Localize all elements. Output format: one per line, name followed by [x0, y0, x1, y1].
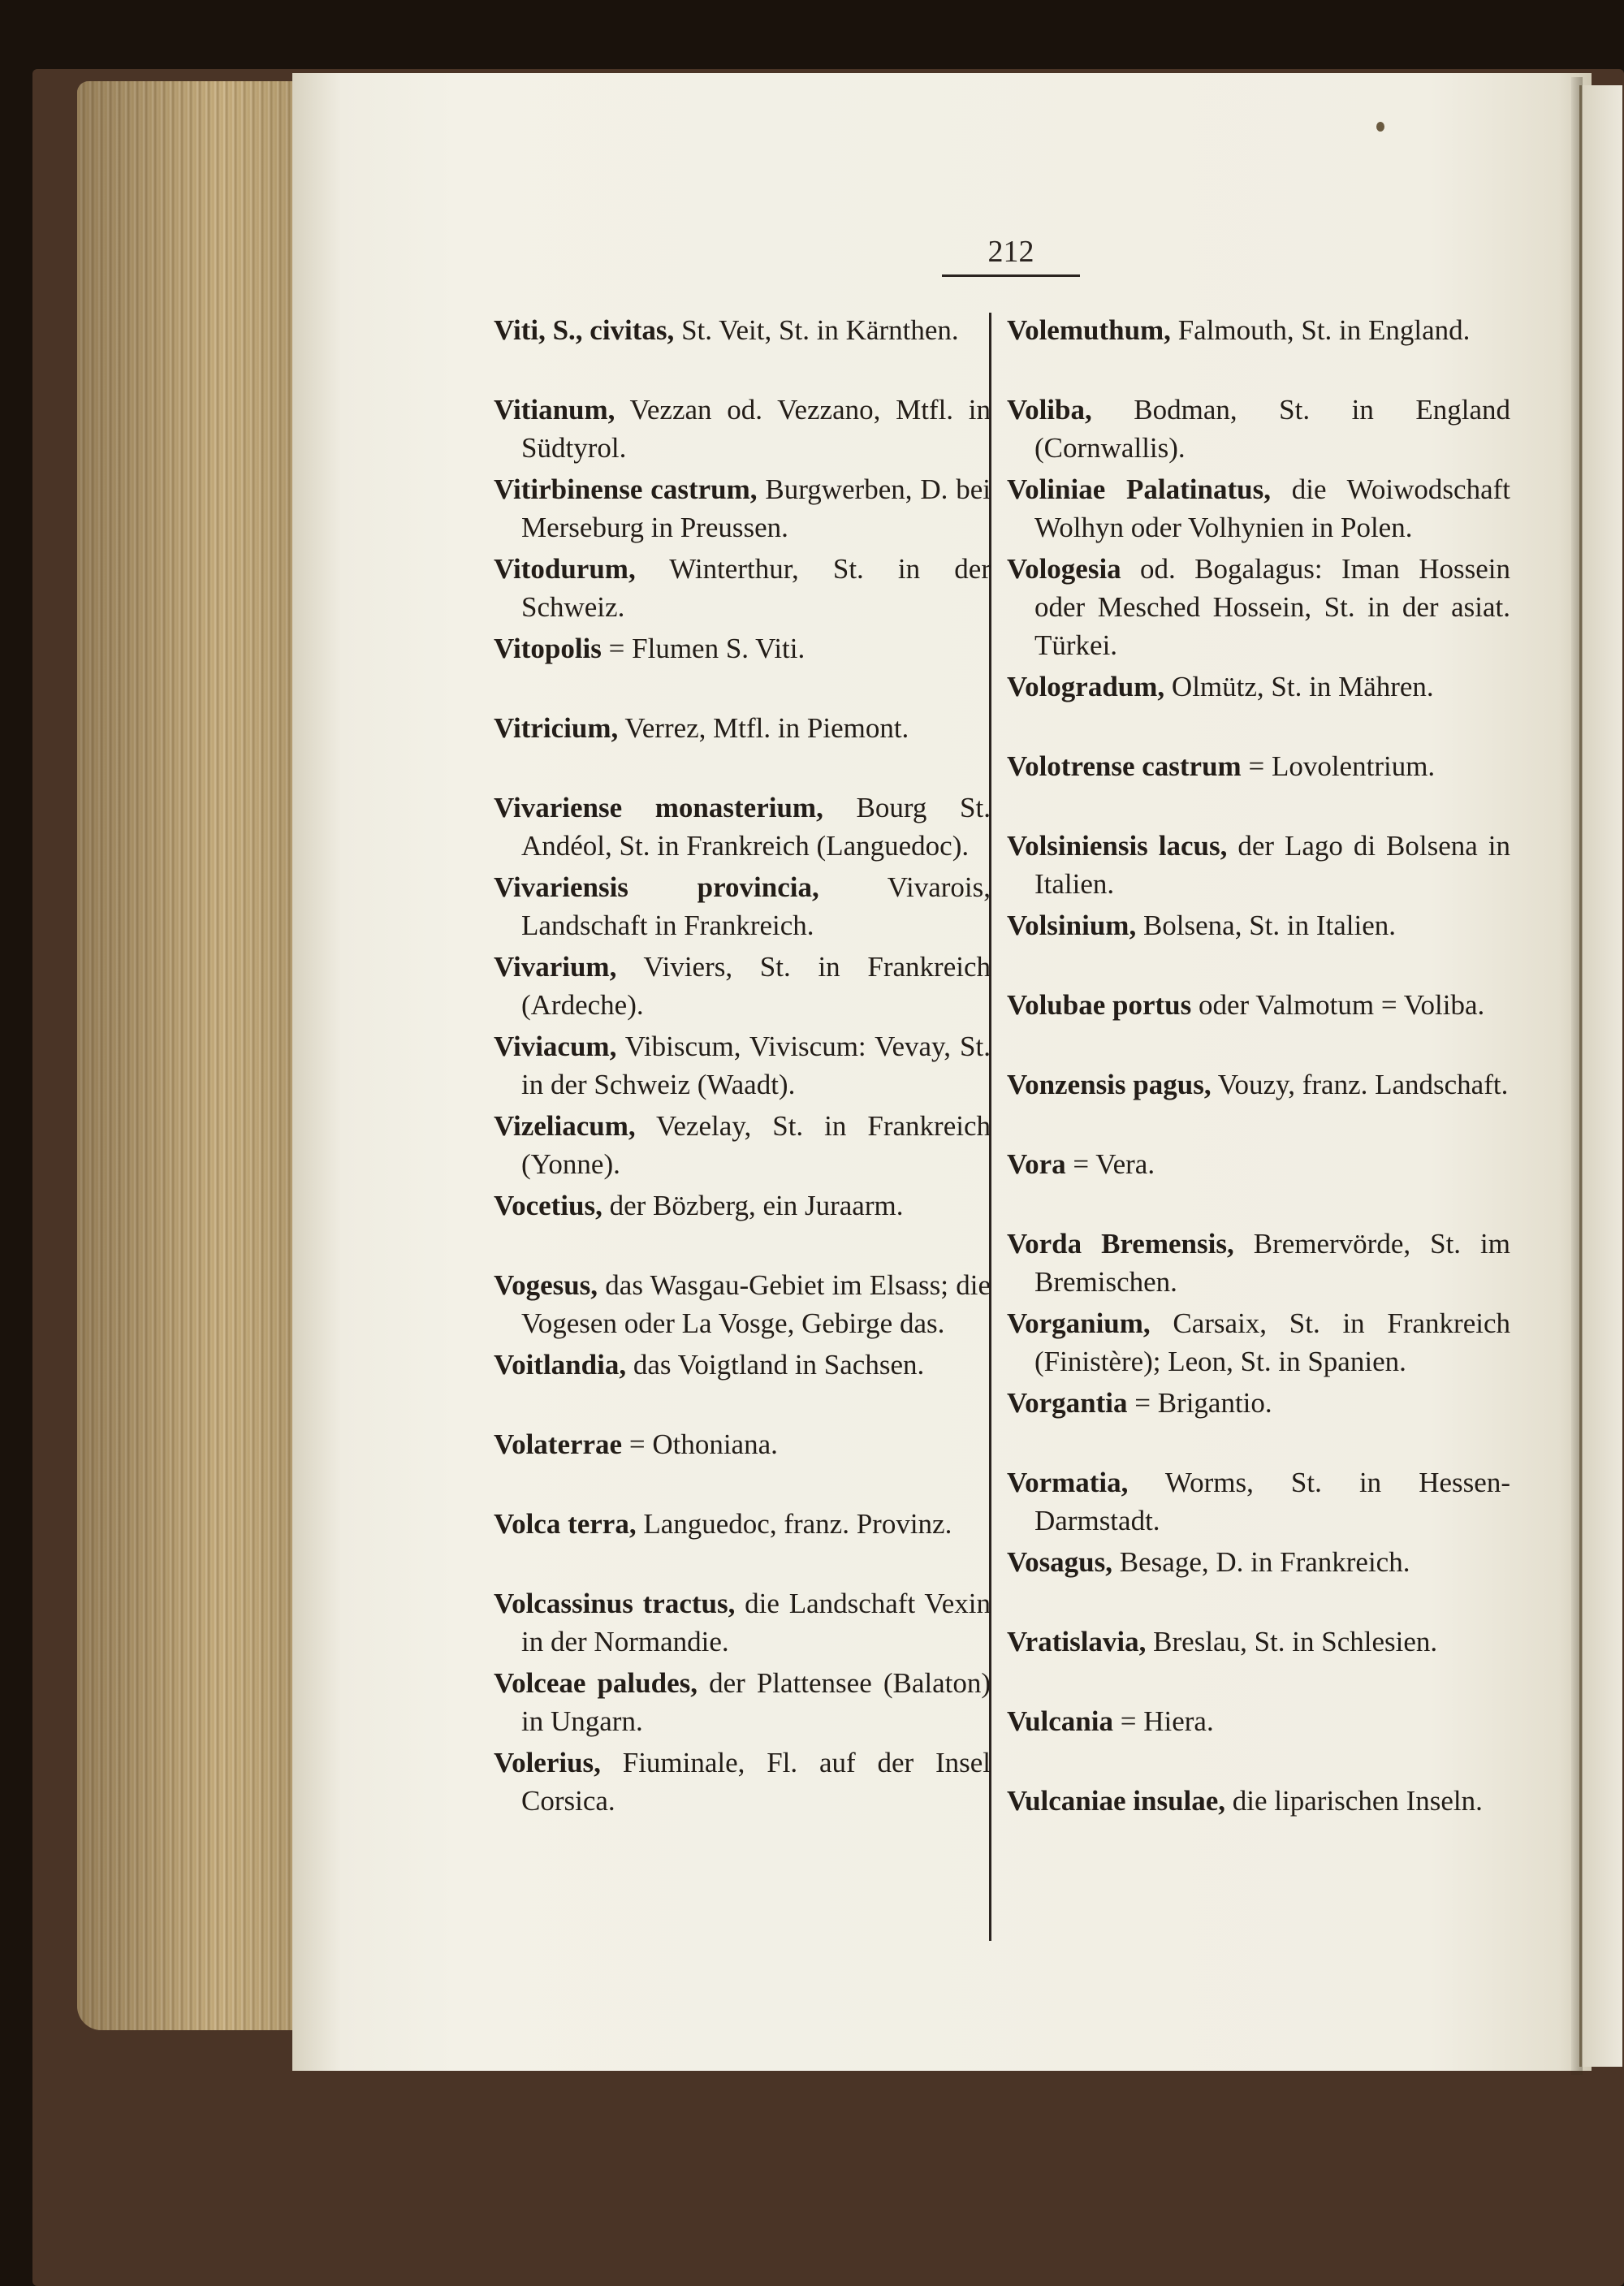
- entry-definition: Vouzy, franz. Landschaft.: [1211, 1069, 1509, 1100]
- entry-headword: Vitianum,: [494, 394, 615, 426]
- entry-definition: = Lovolentrium.: [1241, 750, 1436, 782]
- entry-definition: Bourg St. Andéol, St. in Frankreich (Languedoc).: [521, 792, 991, 862]
- entry-definition: der Lago di Bolsena in Italien.: [1034, 830, 1511, 900]
- dictionary-entry: [494, 948, 991, 1024]
- entry-definition: = Hiera.: [1112, 1705, 1214, 1737]
- right-column: [1007, 311, 1510, 1861]
- entry-headword: Volsinium,: [1007, 910, 1137, 941]
- entry-definition: Bodman, St. in England (Cornwallis).: [1034, 394, 1510, 464]
- dictionary-entry: [1007, 470, 1510, 547]
- entry-definition: Fiuminale, Fl. auf der Insel Corsica.: [521, 1747, 991, 1817]
- entry-definition: Worms, St. in Hessen-Darmstadt.: [1034, 1467, 1510, 1536]
- dictionary-entry: [1007, 906, 1510, 983]
- dictionary-entry: [1007, 1065, 1510, 1142]
- entry-definition: der Plattensee (Balaton) in Ungarn.: [521, 1667, 991, 1737]
- dictionary-entry: [494, 709, 991, 785]
- entry-definition: oder Valmotum = Voliba.: [1191, 989, 1485, 1021]
- entry-definition: Winterthur, St. in der Schweiz.: [521, 553, 991, 623]
- dictionary-entry: [494, 868, 991, 944]
- dictionary-entry: [1007, 1543, 1510, 1619]
- entry-headword: Vivariensis provincia,: [494, 871, 819, 903]
- entry-headword: Vitirbinense castrum,: [494, 473, 758, 505]
- dictionary-entry: [494, 1505, 991, 1581]
- dictionary-entry: [1007, 668, 1510, 744]
- dictionary-entry: [1007, 1782, 1510, 1858]
- dictionary-entry: [1007, 1384, 1510, 1460]
- dictionary-entry: [1007, 1623, 1510, 1699]
- facing-page-edge: [1579, 85, 1622, 2067]
- dictionary-entry: [1007, 1463, 1510, 1540]
- entry-headword: Vorda Bremensis,: [1007, 1228, 1234, 1260]
- gutter-shadow: [1571, 77, 1583, 2075]
- entry-headword: Vocetius,: [494, 1190, 603, 1221]
- entry-headword: Vologradum,: [1007, 671, 1165, 702]
- entry-definition: das Voigtland in Sachsen.: [626, 1349, 925, 1381]
- dictionary-entry: [494, 1186, 991, 1263]
- dictionary-entry: [494, 789, 991, 865]
- entry-headword: Vormatia,: [1007, 1467, 1129, 1498]
- dictionary-entry: [1007, 1702, 1510, 1778]
- entry-headword: Vratislavia,: [1007, 1626, 1147, 1657]
- entry-definition: Vezzan od. Vezzano, Mtfl. in Südtyrol.: [521, 394, 991, 464]
- entry-headword: Vora: [1007, 1148, 1066, 1180]
- entry-headword: Volubae portus: [1007, 989, 1192, 1021]
- entry-headword: Vitopolis: [494, 633, 602, 664]
- entry-definition: Carsaix, St. in Frankreich (Finistère); Leon, St. in Spanien.: [1034, 1307, 1510, 1377]
- entry-definition: = Brigantio.: [1127, 1387, 1272, 1419]
- dictionary-entry: [494, 311, 991, 387]
- entry-headword: Vizeliacum,: [494, 1110, 636, 1142]
- entry-definition: der Bözberg, ein Juraarm.: [602, 1190, 904, 1221]
- dictionary-entry: [1007, 311, 1510, 387]
- dictionary-entry: [494, 550, 991, 626]
- entry-headword: Vitricium,: [494, 712, 619, 744]
- dictionary-entry: [1007, 1145, 1510, 1221]
- entry-headword: Vitodurum,: [494, 553, 636, 585]
- dictionary-entry: [1007, 827, 1510, 903]
- entry-definition: = Vera.: [1065, 1148, 1155, 1180]
- entry-headword: Voitlandia,: [494, 1349, 627, 1381]
- entry-definition: die Landschaft Vexin in der Normandie.: [521, 1588, 991, 1657]
- entry-headword: Vulcania: [1007, 1705, 1113, 1737]
- entry-definition: = Othoniana.: [622, 1428, 778, 1460]
- entry-definition: Languedoc, franz. Provinz.: [636, 1508, 952, 1540]
- dictionary-entry: [494, 1425, 991, 1502]
- entry-headword: Vulcaniae insulae,: [1007, 1785, 1226, 1817]
- entry-headword: Volerius,: [494, 1747, 601, 1778]
- dictionary-entry: [1007, 1304, 1510, 1381]
- entry-headword: Vosagus,: [1007, 1546, 1113, 1578]
- page-edges-shadow: [77, 81, 321, 2030]
- dictionary-entry: [494, 1266, 991, 1342]
- entry-headword: Vonzensis pagus,: [1007, 1069, 1212, 1100]
- entry-definition: Vibiscum, Viviscum: Vevay, St. in der Schweiz (Waadt).: [521, 1031, 991, 1100]
- entry-definition: Burgwerben, D. bei Merseburg in Preussen.: [521, 473, 991, 543]
- entry-definition: od. Bogalagus: Iman Hossein oder Mesched Hossein, St. in der asiat. Türkei.: [1034, 553, 1510, 661]
- dictionary-entry: [1007, 550, 1510, 664]
- dictionary-entry: [494, 1107, 991, 1183]
- dictionary-entry: [494, 1664, 991, 1740]
- entry-definition: = Flumen S. Viti.: [601, 633, 806, 664]
- entry-headword: Voliniae Palatinatus,: [1007, 473, 1271, 505]
- entry-headword: Viti, S., civitas,: [494, 314, 675, 346]
- entry-headword: Vologesia: [1007, 553, 1121, 585]
- entry-definition: Bolsena, St. in Italien.: [1136, 910, 1397, 941]
- dictionary-entry: [494, 1744, 991, 1820]
- entry-definition: St. Veit, St. in Kärnthen.: [674, 314, 959, 346]
- entry-headword: Volca terra,: [494, 1508, 637, 1540]
- entry-definition: Vivarois, Landschaft in Frankreich.: [521, 871, 991, 941]
- dictionary-entry: [494, 629, 991, 706]
- entry-headword: Vogesus,: [494, 1269, 598, 1301]
- entry-headword: Vivariense monasterium,: [494, 792, 823, 823]
- dictionary-entry: [494, 391, 991, 467]
- entry-headword: Volceae paludes,: [494, 1667, 698, 1699]
- entry-definition: Vezelay, St. in Frankreich (Yonne).: [521, 1110, 991, 1180]
- entry-headword: Volaterrae: [494, 1428, 623, 1460]
- entry-definition: Bremervörde, St. im Bremischen.: [1034, 1228, 1510, 1298]
- entry-definition: Falmouth, St. in England.: [1170, 314, 1471, 346]
- entry-definition: Olmütz, St. in Mähren.: [1164, 671, 1434, 702]
- dictionary-entry: [1007, 986, 1510, 1062]
- entry-headword: Volotrense castrum: [1007, 750, 1242, 782]
- entry-headword: Volsiniensis lacus,: [1007, 830, 1228, 862]
- entry-headword: Vivarium,: [494, 951, 617, 983]
- entry-definition: die liparischen Inseln.: [1225, 1785, 1483, 1817]
- page-number: 212: [987, 235, 1034, 269]
- dictionary-entry: [494, 1027, 991, 1104]
- entry-definition: Breslau, St. in Schlesien.: [1146, 1626, 1438, 1657]
- entry-definition: Besage, D. in Frankreich.: [1112, 1546, 1410, 1578]
- dictionary-entry: [1007, 747, 1510, 823]
- entry-headword: Vorganium,: [1007, 1307, 1151, 1339]
- entry-headword: Volcassinus tractus,: [494, 1588, 736, 1619]
- ink-speck: [1376, 122, 1384, 132]
- dictionary-entry: [494, 1584, 991, 1661]
- entry-definition: Verrez, Mtfl. in Piemont.: [618, 712, 909, 744]
- entry-definition: die Woiwodschaft Wolhyn oder Volhynien in Polen.: [1034, 473, 1510, 543]
- page-number-rule: [942, 274, 1080, 277]
- dictionary-entry: [1007, 391, 1510, 467]
- entry-headword: Voliba,: [1007, 394, 1092, 426]
- entry-headword: Volemuthum,: [1007, 314, 1171, 346]
- dictionary-entry: [494, 470, 991, 547]
- dictionary-entry: [1007, 1225, 1510, 1301]
- entry-headword: Viviacum,: [494, 1031, 617, 1062]
- left-column: [494, 311, 991, 1823]
- dictionary-entry: [494, 1346, 991, 1422]
- entry-definition: Viviers, St. in Frankreich (Ardeche).: [521, 951, 991, 1021]
- entry-definition: das Wasgau-Gebiet im Elsass; die Vogesen oder La Vosge, Gebirge das.: [521, 1269, 991, 1339]
- entry-headword: Vorgantia: [1007, 1387, 1128, 1419]
